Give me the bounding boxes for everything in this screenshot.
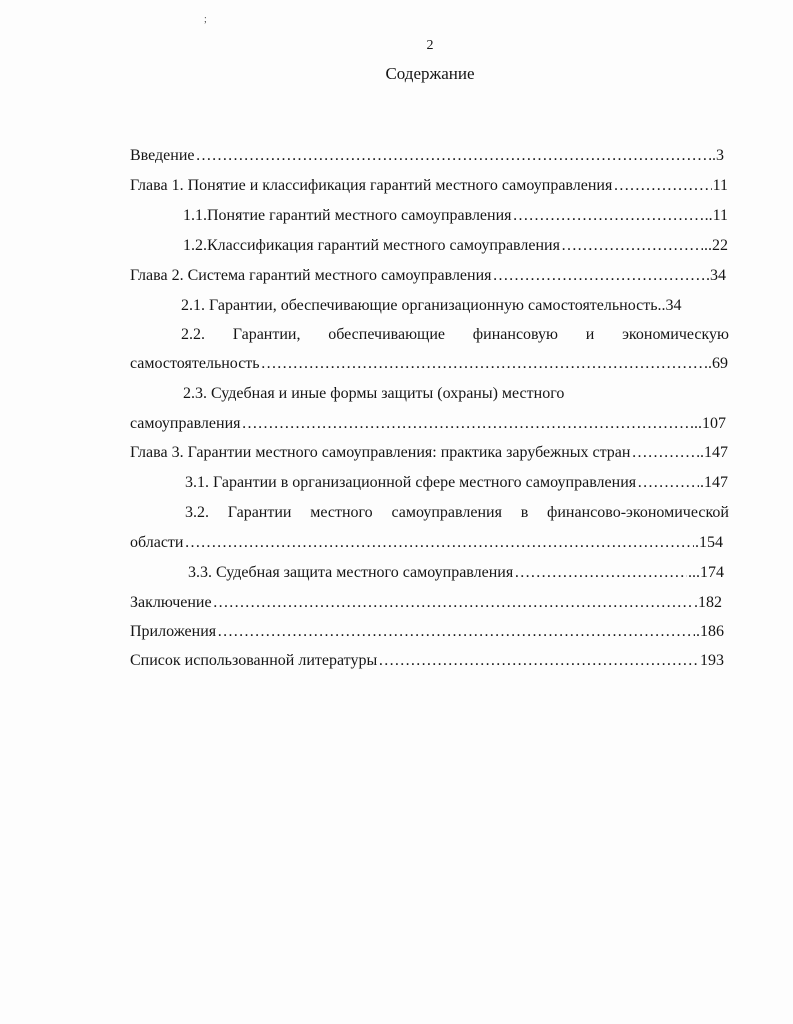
toc-page: .154 xyxy=(695,534,723,551)
toc-label: самоуправления xyxy=(130,415,241,432)
toc-page: .147 xyxy=(700,444,728,461)
scan-mark: ; xyxy=(204,14,207,25)
toc-word: обеспечивающие xyxy=(328,326,446,343)
toc-label: 3.3. Судебная защита местного самоуправления xyxy=(188,564,514,581)
toc-entry-section-2-3-cont[interactable] xyxy=(130,414,726,434)
toc-word: в xyxy=(520,504,529,521)
toc-page: ...174 xyxy=(688,564,724,581)
page-number: 2 xyxy=(426,38,434,53)
toc-entry-chapter-2[interactable] xyxy=(130,266,726,286)
toc-label: 2.1. Гарантии, обеспечивающие организационную самостоятельность xyxy=(181,297,658,314)
toc-entry-section-3-1[interactable] xyxy=(185,473,728,493)
toc-label: 2.3. Судебная и иные формы защиты (охраны) местного xyxy=(183,385,565,402)
toc-word: и xyxy=(585,326,595,343)
toc-entry-section-1-2[interactable] xyxy=(183,236,728,256)
leader-dots xyxy=(561,236,703,256)
toc-word: Гарантии xyxy=(227,504,292,521)
leader-dots xyxy=(513,206,704,226)
toc-label: Глава 1. Понятие и классификация гарантий местного самоуправления xyxy=(130,177,613,194)
toc-word: экономическую xyxy=(622,326,729,343)
leader-dots xyxy=(261,354,707,374)
toc-label: 3.1. Гарантии в организационной сфере местного самоуправления xyxy=(185,474,637,491)
leader-dots xyxy=(493,266,705,286)
toc-entry-section-2-1[interactable] xyxy=(181,296,729,316)
toc-entry-chapter-1[interactable] xyxy=(130,176,728,196)
toc-label: Глава 3. Гарантии местного самоуправления: практика зарубежных стран xyxy=(130,444,631,461)
toc-page: ..11 xyxy=(704,207,728,224)
toc-label: Приложения xyxy=(130,623,217,640)
toc-page: ..22 xyxy=(704,237,728,254)
toc-label: 1.2.Классификация гарантий местного самоуправления xyxy=(183,237,560,254)
toc-word: Гарантии, xyxy=(232,326,301,343)
leader-dots xyxy=(217,622,695,642)
toc-word: самоуправления xyxy=(391,504,502,521)
toc-page: ...107 xyxy=(690,415,726,432)
toc-page: .34 xyxy=(706,267,726,284)
toc-page: .69 xyxy=(708,355,728,372)
leader-dots xyxy=(378,651,699,671)
toc-page: 11 xyxy=(712,177,728,194)
leader-dots xyxy=(196,146,712,166)
toc-label: Глава 2. Система гарантий местного самоуправления xyxy=(130,267,492,284)
toc-word: 3.2. xyxy=(185,504,209,521)
toc-label: Список использованной литературы xyxy=(130,652,378,669)
toc-entry-section-3-3[interactable] xyxy=(188,563,724,583)
toc-page: .147 xyxy=(700,474,728,491)
leader-dots xyxy=(242,414,690,434)
toc-label: Заключение xyxy=(130,594,212,611)
toc-entry-section-1-1[interactable] xyxy=(183,206,728,226)
toc-label: 1.1.Понятие гарантий местного самоуправления xyxy=(183,207,512,224)
page-title: Содержание xyxy=(385,64,475,83)
toc-page: .3 xyxy=(712,147,724,164)
toc-word: местного xyxy=(310,504,373,521)
toc-word: финансовую xyxy=(472,326,558,343)
leader-dots xyxy=(213,593,693,613)
toc-word: финансово-экономической xyxy=(547,504,729,521)
leader-dots xyxy=(637,473,699,493)
toc-page: 193 xyxy=(700,652,724,669)
toc-page: .186 xyxy=(696,623,724,640)
leader-dots xyxy=(631,443,699,463)
toc-entry-section-2-3[interactable] xyxy=(183,384,603,404)
toc-label: самостоятельность xyxy=(130,355,260,372)
toc-page: .182 xyxy=(694,594,722,611)
leader-dots xyxy=(613,176,711,196)
toc-entry-chapter-3[interactable] xyxy=(130,443,728,463)
toc-label: Введение xyxy=(130,147,195,164)
toc-label: области xyxy=(130,534,184,551)
leader-dots xyxy=(514,563,687,583)
toc-entry-conclusion[interactable] xyxy=(130,593,722,613)
toc-entry-intro[interactable] xyxy=(130,146,724,166)
toc-entry-section-2-2[interactable] xyxy=(181,325,729,345)
toc-entry-references[interactable] xyxy=(130,651,724,671)
toc-entry-section-3-2[interactable] xyxy=(185,503,729,523)
toc-entry-section-3-2-cont[interactable] xyxy=(130,533,723,553)
toc-page: ..34 xyxy=(657,297,682,314)
leader-dots xyxy=(184,533,694,553)
toc-entry-section-2-2-cont[interactable] xyxy=(130,354,728,374)
toc-entry-appendix[interactable] xyxy=(130,622,724,642)
toc-word: 2.2. xyxy=(181,326,205,343)
